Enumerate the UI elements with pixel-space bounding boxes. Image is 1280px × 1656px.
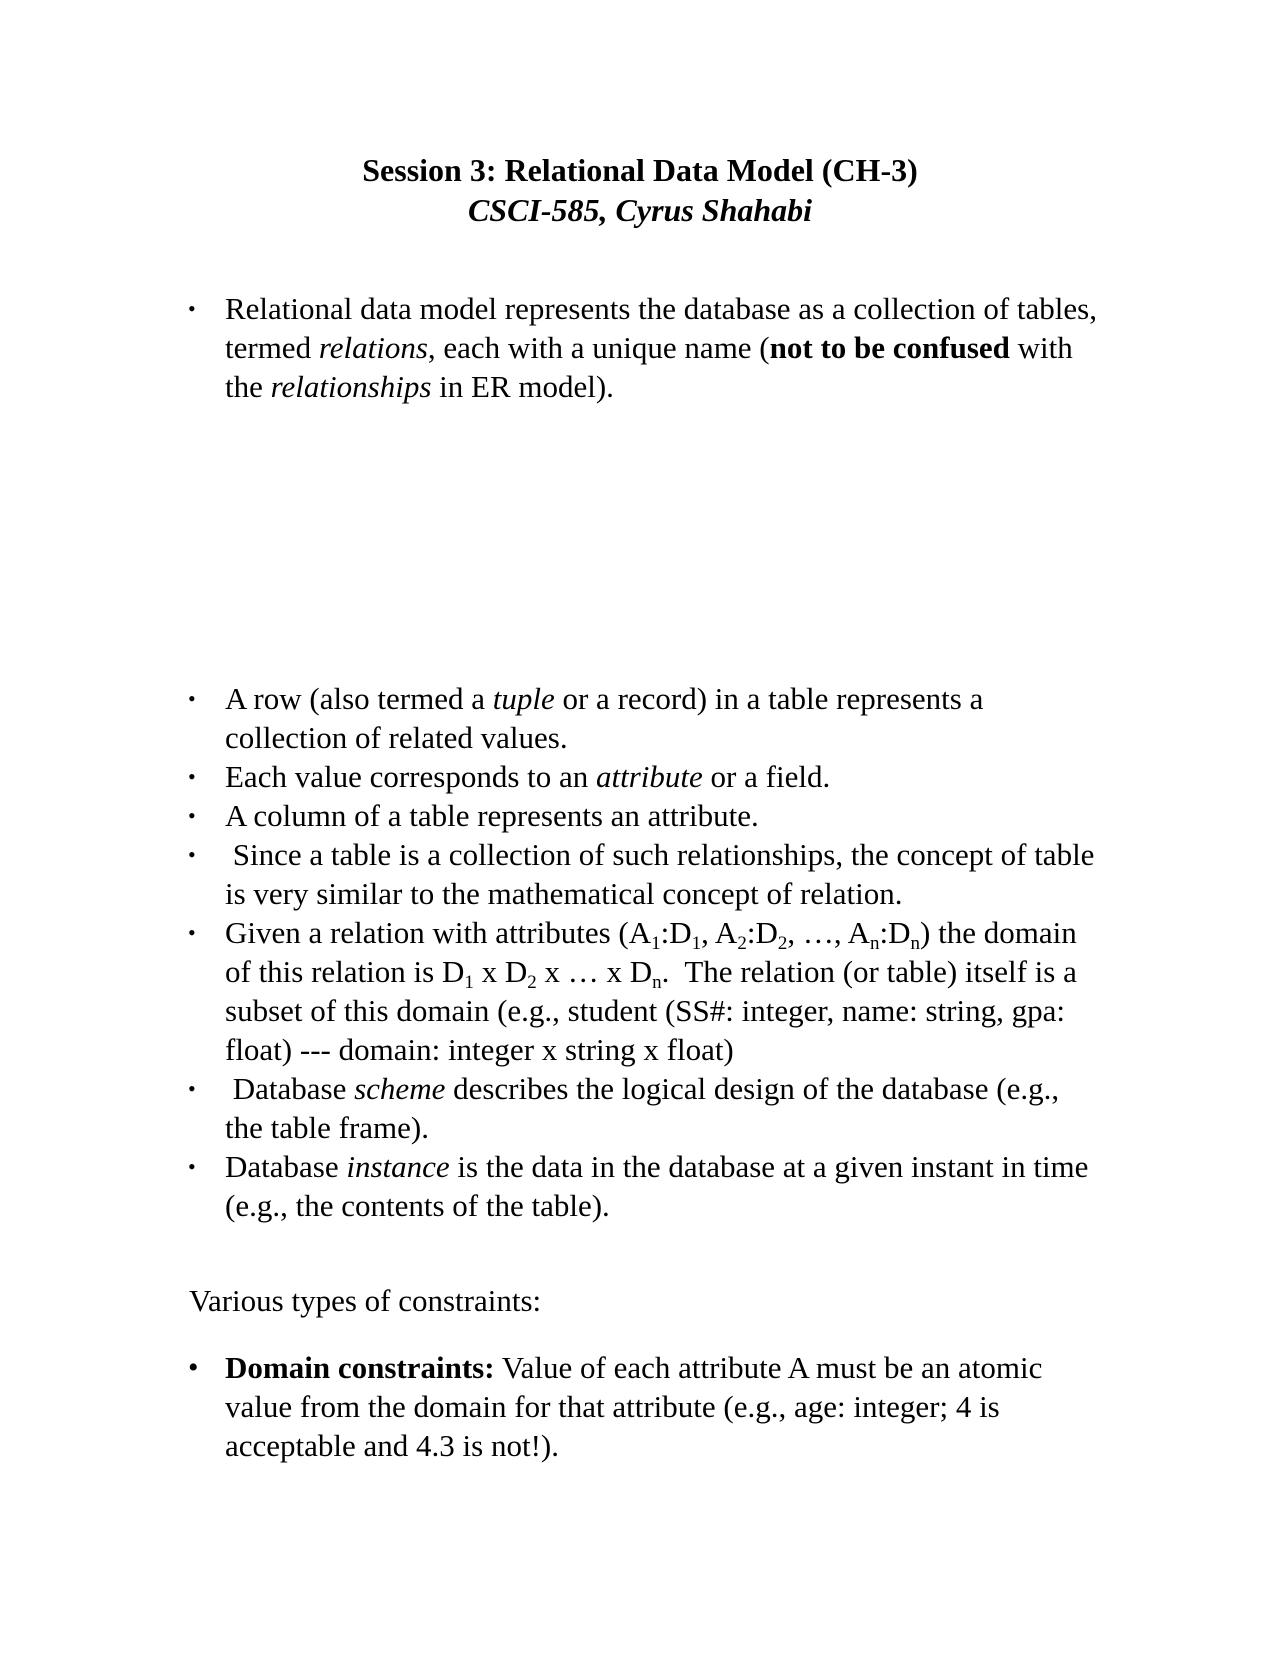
course-subtitle: CSCI-585, Cyrus Shahabi <box>467 192 813 228</box>
bullet-icon: • <box>188 686 196 711</box>
definitions-list <box>0 679 1280 1225</box>
list-item: • A column of a table represents an attribute. <box>188 798 759 833</box>
bullet-icon: • <box>188 1154 196 1179</box>
list-item: • A row (also termed a tuple or a record) in a table represents a collection of related values. <box>188 681 984 755</box>
bullet-icon: • <box>188 1351 199 1384</box>
constraint-label: Domain constraints: <box>225 1350 495 1385</box>
bullet-icon: • <box>188 920 196 945</box>
bullet-icon: • <box>188 842 196 867</box>
session-title: Session 3: Relational Data Model (CH-3) <box>362 152 918 188</box>
bullet-icon: • <box>188 764 196 789</box>
list-item: • Since a table is a collection of such relationships, the concept of table is very similar to the mathematical concept of relation. <box>188 837 1103 911</box>
intro-list <box>0 289 1280 406</box>
list-item: • Each value corresponds to an attribute or a field. <box>188 759 831 794</box>
list-item: • Database scheme describes the logical design of the database (e.g., the table frame). <box>188 1071 1060 1145</box>
list-item: • Domain constraints: Value of each attribute A must be an atomic value from the domain for that attribute (e.g., age: integer; 4 is acceptable and 4.3 is not!). <box>188 1350 1043 1463</box>
list-item: • Relational data model represents the database as a collection of tables, termed relations, each with a unique name (not to be confused with the relationships in ER model). <box>188 291 1097 404</box>
list-item: • Database instance is the data in the database at a given instant in time (e.g., the contents of the table). <box>188 1149 1089 1223</box>
list-item: • Given a relation with attributes ($A_1:D_1$, $A_2:D_2$, …, $A_n:D_n$) the domain of this relation is $D_1$ x $D_2$ x … x $D_n$. The relation (or table) itself is a subset of this domain (e.g., student (SS#: integer, name: string, gpa: float) --- domain: integer x string x float) <box>188 915 1085 1067</box>
bullet-icon: • <box>188 1076 196 1101</box>
constraints-list <box>0 1348 1280 1465</box>
bullet-icon: • <box>188 803 196 828</box>
page-title <box>0 150 1280 230</box>
bullet-icon: • <box>188 296 196 321</box>
constraints-heading: Various types of constraints: <box>189 1283 542 1318</box>
